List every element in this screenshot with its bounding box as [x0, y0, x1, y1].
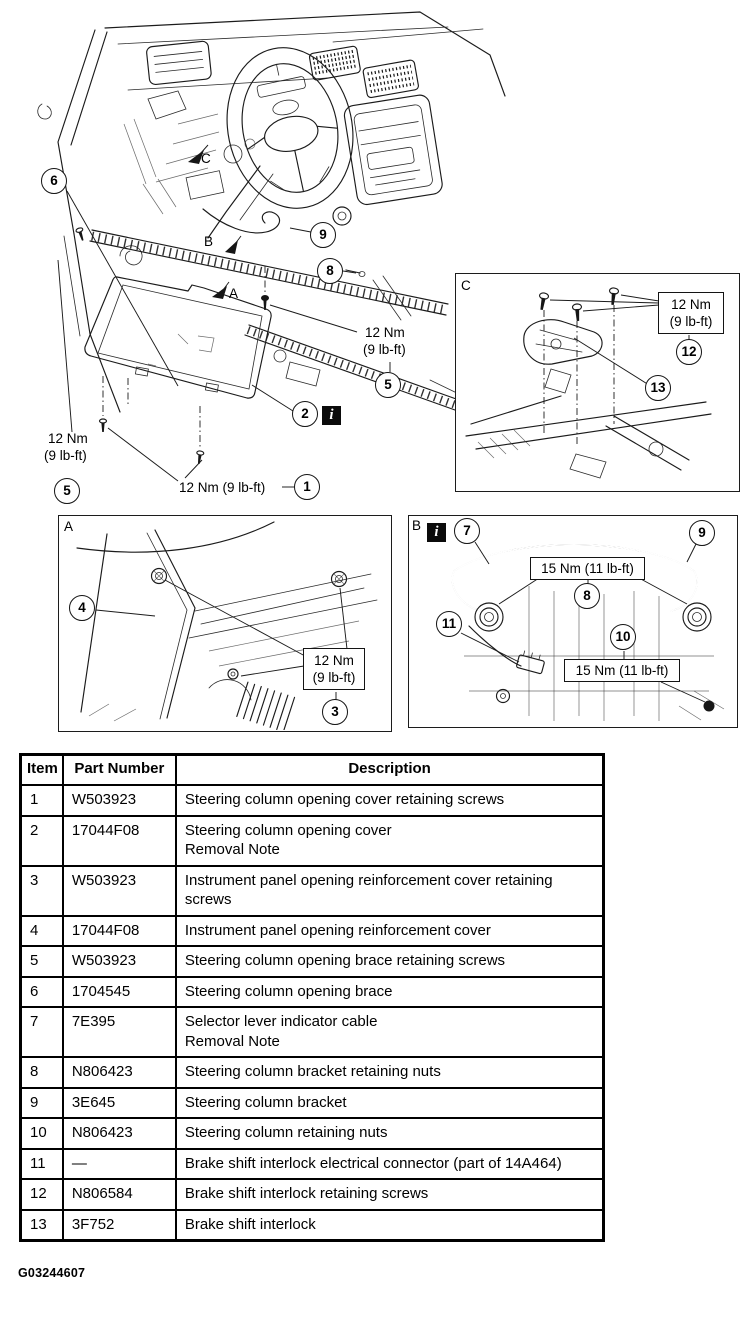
cell-item: 11 [21, 1149, 63, 1180]
table-row [21, 866, 604, 916]
cell-description: Steering column bracket [176, 1088, 604, 1119]
callout-11: 11 [436, 611, 462, 637]
cell-description: Instrument panel opening reinforcement cover retaining screws [176, 866, 604, 916]
cell-part-number: 17044F08 [63, 916, 176, 947]
callout-5-left: 5 [54, 478, 80, 504]
cell-item: 9 [21, 1088, 63, 1119]
cell-description: Steering column opening cover retaining screws [176, 785, 604, 816]
header-part-number: Part Number [63, 755, 176, 786]
marker-letter-c: C [201, 151, 211, 166]
cell-description: Steering column opening brace [176, 977, 604, 1008]
cell-part-number: 1704545 [63, 977, 176, 1008]
table-row [21, 1149, 604, 1180]
parts-table [19, 753, 605, 1242]
cell-item: 12 [21, 1179, 63, 1210]
cell-description: Steering column retaining nuts [176, 1118, 604, 1149]
table-row [21, 785, 604, 816]
cell-description: Brake shift interlock [176, 1210, 604, 1241]
table-row [21, 1210, 604, 1241]
callout-4: 4 [69, 595, 95, 621]
inset-b-torque-box-bottom: 15 Nm (11 lb-ft) [564, 659, 680, 682]
cell-part-number: 7E395 [63, 1007, 176, 1057]
inset-c-label: C [461, 278, 471, 293]
cell-item: 7 [21, 1007, 63, 1057]
inset-b-torque-box-top: 15 Nm (11 lb-ft) [530, 557, 645, 580]
callout-9: 9 [310, 222, 336, 248]
callout-2: 2 [292, 401, 318, 427]
table-row [21, 1179, 604, 1210]
cell-part-number: W503923 [63, 866, 176, 916]
callout-13: 13 [645, 375, 671, 401]
inset-c-torque-box: 12 Nm (9 lb-ft) [658, 292, 724, 334]
torque-label-bottom: 12 Nm (9 lb-ft) [179, 480, 266, 495]
callout-6: 6 [41, 168, 67, 194]
table-row [21, 1118, 604, 1149]
inset-a-torque-box: 12 Nm (9 lb-ft) [303, 648, 365, 690]
cell-description: Steering column opening cover Removal Note [176, 816, 604, 866]
info-icon: i [322, 406, 341, 425]
cell-item: 8 [21, 1057, 63, 1088]
table-row [21, 977, 604, 1008]
cell-item: 10 [21, 1118, 63, 1149]
cell-description: Brake shift interlock retaining screws [176, 1179, 604, 1210]
parts-table-body [21, 785, 604, 1241]
torque-label-left: 12 Nm (9 lb-ft) [44, 431, 88, 463]
cell-item: 4 [21, 916, 63, 947]
cell-part-number: W503923 [63, 785, 176, 816]
cell-description: Steering column bracket retaining nuts [176, 1057, 604, 1088]
cell-description: Steering column opening brace retaining screws [176, 946, 604, 977]
cell-item: 2 [21, 816, 63, 866]
table-header-row [21, 755, 604, 786]
table-row [21, 816, 604, 866]
callout-3: 3 [322, 699, 348, 725]
cell-item: 1 [21, 785, 63, 816]
table-row [21, 1057, 604, 1088]
callout-9b: 9 [689, 520, 715, 546]
main-diagram-art [28, 4, 510, 504]
table-row [21, 946, 604, 977]
cell-description: Brake shift interlock electrical connector (part of 14A464) [176, 1149, 604, 1180]
callout-12: 12 [676, 339, 702, 365]
table-row [21, 916, 604, 947]
cell-part-number: N806423 [63, 1118, 176, 1149]
callout-7: 7 [454, 518, 480, 544]
callout-8: 8 [317, 258, 343, 284]
inset-b-label: B [412, 518, 422, 533]
cell-part-number: 3F752 [63, 1210, 176, 1241]
cell-description: Instrument panel opening reinforcement cover [176, 916, 604, 947]
callout-10: 10 [610, 624, 636, 650]
cell-item: 3 [21, 866, 63, 916]
header-item: Item [21, 755, 63, 786]
torque-label-right: 12 Nm (9 lb-ft) [363, 325, 406, 357]
table-row [21, 1007, 604, 1057]
callout-5-right: 5 [375, 372, 401, 398]
callout-1: 1 [294, 474, 320, 500]
table-row [21, 1088, 604, 1119]
cell-part-number: — [63, 1149, 176, 1180]
cell-item: 6 [21, 977, 63, 1008]
cell-item: 5 [21, 946, 63, 977]
figure-id: G03244607 [18, 1266, 86, 1280]
inset-a-panel [58, 515, 392, 732]
cell-part-number: 17044F08 [63, 816, 176, 866]
cell-part-number: W503923 [63, 946, 176, 977]
inset-a-label: A [64, 519, 74, 534]
inset-a-art [59, 516, 390, 730]
cell-part-number: N806423 [63, 1057, 176, 1088]
inset-b-info-icon: i [427, 523, 446, 542]
cell-part-number: N806584 [63, 1179, 176, 1210]
header-description: Description [176, 755, 604, 786]
cell-part-number: 3E645 [63, 1088, 176, 1119]
cell-description: Selector lever indicator cable Removal Note [176, 1007, 604, 1057]
marker-letter-b: B [204, 234, 214, 249]
callout-8b: 8 [574, 583, 600, 609]
cell-item: 13 [21, 1210, 63, 1241]
marker-letter-a: A [229, 286, 239, 301]
